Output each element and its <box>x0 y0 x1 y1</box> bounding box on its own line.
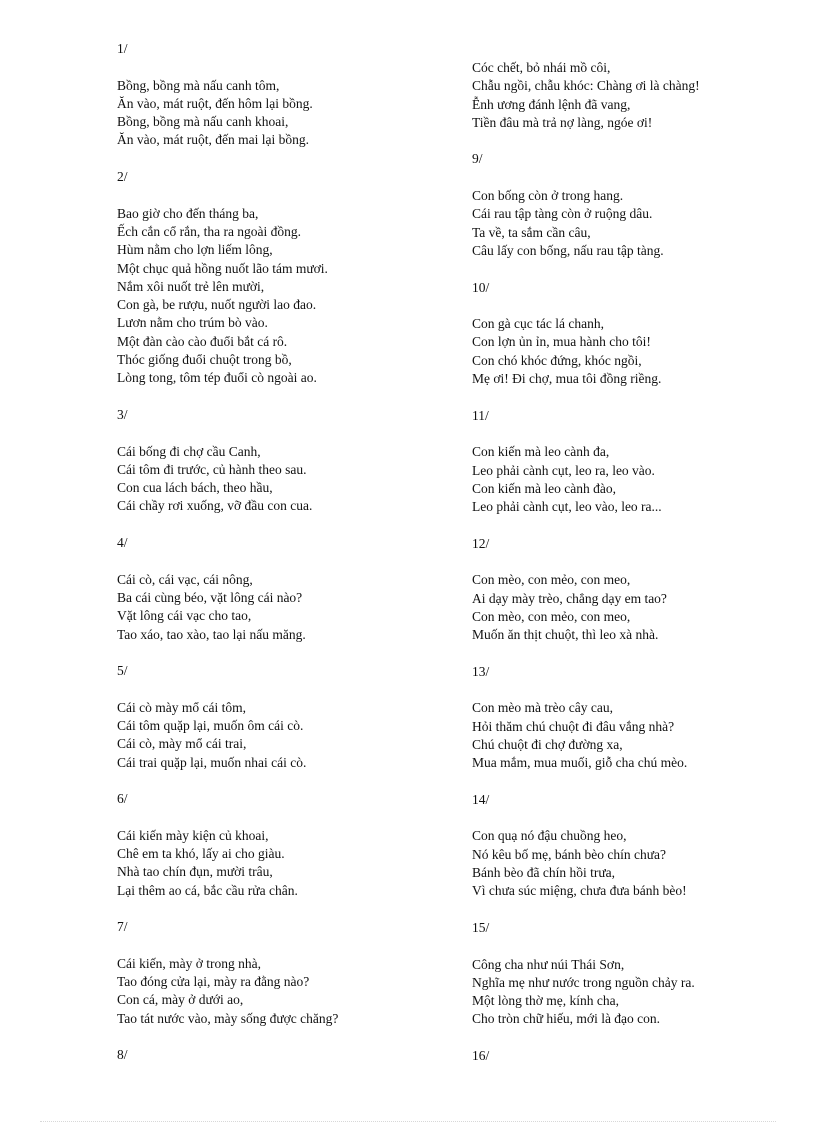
poem-line: Nó kêu bố mẹ, bánh bèo chín chưa? <box>472 846 667 862</box>
spacer <box>472 169 812 187</box>
poem-line: Tao xáo, tao xào, tao lại nấu măng. <box>117 626 306 642</box>
poem-line: Bánh bèo đã chín hồi trưa, <box>472 865 616 881</box>
poem-line: Con mèo, con mẻo, con meo, <box>472 608 631 624</box>
spacer <box>117 1028 457 1046</box>
spacer <box>472 1029 812 1047</box>
poem-number: 12/ <box>472 535 490 551</box>
poem-line: Leo phải cành cụt, leo vào, leo ra... <box>472 499 662 515</box>
poem-number: 7/ <box>117 919 128 935</box>
poem-line: Lại thêm ao cá, bắc cầu rửa chân. <box>117 882 298 898</box>
spacer <box>472 260 812 278</box>
poem-line: Cái trai quặp lại, muốn nhai cái cò. <box>117 754 307 770</box>
poem-line: Hùm nằm cho lợn liếm lông, <box>117 242 273 258</box>
poem-line: Một chục quả hồng nuốt lão tám mươi. <box>117 260 328 276</box>
poem-line: Con kiến mà leo cành đa, <box>472 444 610 460</box>
poem-line: Chẫu ngồi, chẫu khóc: Chàng ơi là chàng! <box>472 78 700 94</box>
poem-number: 4/ <box>117 535 128 551</box>
poem-line: Cái kiến, mày ở trong nhà, <box>117 955 261 971</box>
spacer <box>117 644 457 662</box>
poem-line: Nhà tao chín đụn, mười trâu, <box>117 864 273 880</box>
poem-line: Cái cò mày mổ cái tôm, <box>117 699 246 715</box>
poem-line: Cái tôm quặp lại, muốn ôm cái cò. <box>117 717 304 733</box>
spacer <box>472 681 812 699</box>
poem-block <box>472 279 812 407</box>
poem-line: Cóc chết, bỏ nhái mồ côi, <box>472 60 611 75</box>
poem-line: Con mèo mà trèo cây cau, <box>472 700 613 716</box>
poem-number: 11/ <box>472 407 489 423</box>
poem-line: Mẹ ơi! Đi chợ, mua tôi đồng riềng. <box>472 371 662 387</box>
spacer <box>472 132 812 150</box>
poem-line: Bồng, bồng mà nấu canh khoai, <box>117 114 289 130</box>
poem-block <box>472 919 812 1047</box>
poem-block <box>472 1047 812 1065</box>
poem-block <box>117 168 457 406</box>
spacer <box>472 553 812 571</box>
poem-line: Con lợn ủn ỉn, mua hành cho tôi! <box>472 334 651 350</box>
poem-block <box>472 663 812 791</box>
poem-line: Một đàn cào cào đuổi bắt cá rô. <box>117 333 288 349</box>
poem-block <box>472 59 812 150</box>
poem-block <box>472 791 812 919</box>
poem-number: 14/ <box>472 791 490 807</box>
poem-line: Hỏi thăm chú chuột đi đâu vắng nhà? <box>472 718 675 734</box>
poem-number: 9/ <box>472 151 483 167</box>
spacer <box>472 773 812 791</box>
poem-line: Con chó khóc đứng, khóc ngồi, <box>472 352 642 368</box>
poem-block <box>117 534 457 662</box>
poem-line: Cái kiến mày kiện củ khoai, <box>117 827 269 843</box>
poem-block <box>472 150 812 278</box>
spacer <box>117 186 457 204</box>
poem-line: Tiền đâu mà trả nợ làng, ngóe ơi! <box>472 114 653 130</box>
poem-number: 2/ <box>117 169 128 185</box>
poem-line: Leo phải cành cụt, leo ra, leo vào. <box>472 462 655 478</box>
poem-line: Nắm xôi nuốt trẻ lên mười, <box>117 278 265 294</box>
poem-line: Bao giờ cho đến tháng ba, <box>117 205 259 221</box>
spacer <box>472 901 812 919</box>
poem-line: Muốn ăn thịt chuột, thì leo xà nhà. <box>472 627 659 643</box>
poem-line: Mua mắm, mua muối, giỗ cha chú mèo. <box>472 755 688 771</box>
left-column <box>117 40 457 1065</box>
poem-line: Con gà, be rượu, nuốt người lao đao. <box>117 297 317 313</box>
spacer <box>117 552 457 570</box>
spacer <box>472 425 812 443</box>
poem-line: Ăn vào, mát ruột, đến hôm lại bồng. <box>117 95 313 111</box>
poem-number: 8/ <box>117 1047 128 1063</box>
poem-line: Ễnh ương đánh lệnh đã vang, <box>472 96 631 112</box>
poem-line: Cái chầy rơi xuống, vỡ đầu con cua. <box>117 498 313 514</box>
poem-line: Ta về, ta sắm cần câu, <box>472 224 591 240</box>
spacer <box>117 680 457 698</box>
poem-line: Lòng tong, tôm tép đuổi cò ngoài ao. <box>117 370 317 386</box>
poem-block <box>117 790 457 918</box>
poem-block <box>117 918 457 1046</box>
poem-line: Cái tôm đi trước, củ hành theo sau. <box>117 461 307 477</box>
poem-line: Ếch cắn cổ rắn, tha ra ngoài đồng. <box>117 223 302 239</box>
spacer <box>472 937 812 955</box>
spacer <box>472 809 812 827</box>
poem-line: Lươn nằm cho trúm bò vào. <box>117 315 268 331</box>
poem-line: Con cua lách bách, theo hầu, <box>117 480 273 496</box>
poem-line: Con bống còn ở trong hang. <box>472 188 624 204</box>
poem-line: Thóc giống đuổi chuột trong bồ, <box>117 352 292 368</box>
poem-line: Vì chưa súc miệng, chưa đưa bánh bèo! <box>472 883 687 899</box>
spacer <box>117 937 457 955</box>
poem-line: Câu lấy con bống, nấu rau tập tàng. <box>472 242 664 258</box>
spacer <box>117 772 457 790</box>
poem-line: Bồng, bồng mà nấu canh tôm, <box>117 77 280 93</box>
spacer <box>472 516 812 534</box>
poem-line: Cái cò, cái vạc, cái nông, <box>117 571 253 587</box>
spacer <box>472 297 812 315</box>
poem-line: Cái rau tập tàng còn ở ruộng dâu. <box>472 206 653 222</box>
poem-line: Một lòng thờ mẹ, kính cha, <box>472 993 619 1009</box>
poem-line: Ăn vào, mát ruột, đến mai lại bồng. <box>117 132 309 148</box>
poem-line: Con quạ nó đậu chuồng heo, <box>472 828 627 844</box>
poem-number: 16/ <box>472 1048 490 1064</box>
spacer <box>117 808 457 826</box>
poem-line: Chú chuột đi chợ đường xa, <box>472 736 623 752</box>
poem-line: Con kiến mà leo cành đào, <box>472 480 616 496</box>
poem-number: 3/ <box>117 406 128 422</box>
poem-number: 1/ <box>117 41 128 56</box>
poem-number: 5/ <box>117 663 128 679</box>
poem-line: Cái bống đi chợ cầu Canh, <box>117 443 261 459</box>
poem-line: Con cá, mày ở dưới ao, <box>117 992 244 1008</box>
spacer <box>472 645 812 663</box>
poem-block <box>117 40 457 168</box>
poem-line: Tao đóng cửa lại, mày ra đằng nào? <box>117 974 310 990</box>
poem-line: Công cha như núi Thái Sơn, <box>472 956 625 972</box>
page-bottom-rule <box>40 1121 776 1122</box>
poem-block <box>117 1046 457 1064</box>
spacer <box>117 388 457 406</box>
poem-line: Cho tròn chữ hiếu, mới là đạo con. <box>472 1011 661 1027</box>
poem-line: Con gà cục tác lá chanh, <box>472 316 604 332</box>
poem-line: Ba cái cùng béo, vặt lông cái nào? <box>117 589 303 605</box>
poem-line: Cái cò, mày mổ cái trai, <box>117 736 247 752</box>
spacer <box>117 424 457 442</box>
spacer <box>117 516 457 534</box>
poem-line: Chê em ta khó, lấy ai cho giàu. <box>117 846 285 862</box>
spacer <box>117 900 457 918</box>
right-column <box>472 59 812 1065</box>
poem-line: Tao tát nước vào, mày sống được chăng? <box>117 1010 339 1026</box>
spacer <box>117 150 457 168</box>
poem-line: Ai dạy mày trèo, chẳng dạy em tao? <box>472 590 667 606</box>
spacer <box>472 388 812 406</box>
spacer <box>117 58 457 76</box>
poem-number: 15/ <box>472 919 490 935</box>
poem-line: Vặt lông cái vạc cho tao, <box>117 608 252 624</box>
poem-number: 10/ <box>472 279 490 295</box>
poem-block <box>472 535 812 663</box>
poem-line: Con mèo, con mẻo, con meo, <box>472 572 631 588</box>
poem-block <box>117 406 457 534</box>
poem-number: 6/ <box>117 791 128 807</box>
poem-block <box>117 662 457 790</box>
poem-line: Nghĩa mẹ như nước trong nguồn chảy ra. <box>472 974 695 990</box>
poem-number: 13/ <box>472 663 490 679</box>
poem-block <box>472 407 812 535</box>
